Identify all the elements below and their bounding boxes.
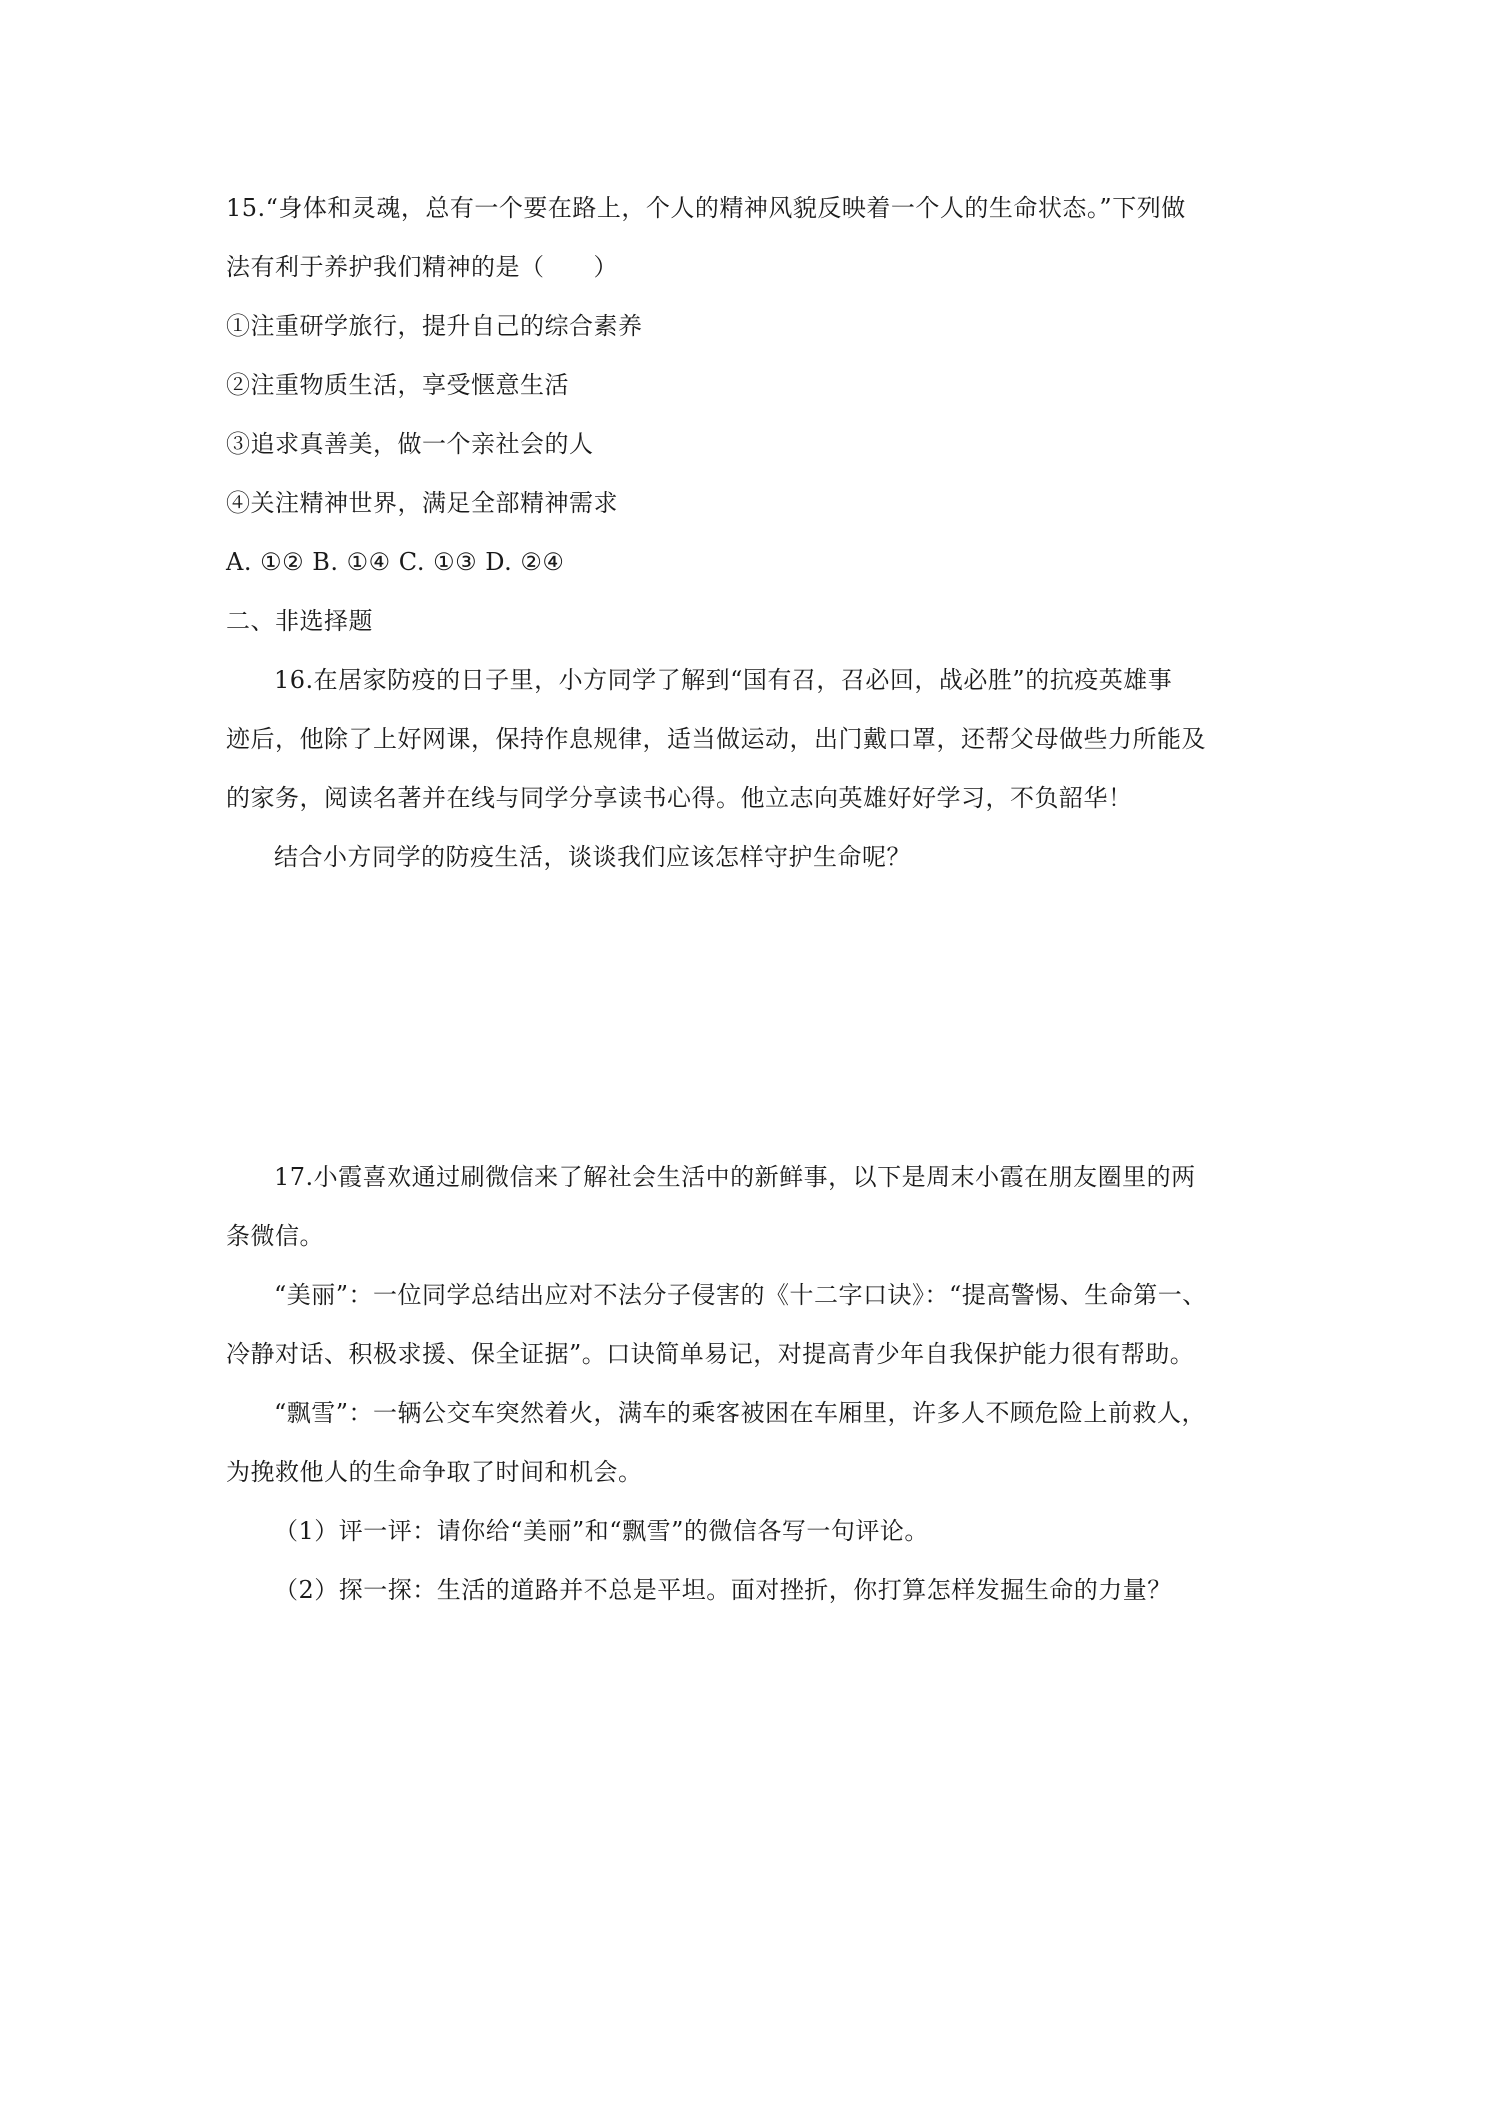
q17-line2: 条微信。 xyxy=(226,1222,324,1250)
q17-line1: 17.小霞喜欢通过刷微信来了解社会生活中的新鲜事，以下是周末小霞在朋友圈里的两 xyxy=(274,1163,1196,1191)
q16-line2: 迹后，他除了上好网课，保持作息规律，适当做运动，出门戴口罩，还帮父母做些力所能及 xyxy=(226,725,1206,753)
q16-line1: 16.在居家防疫的日子里，小方同学了解到“国有召，召必回，战必胜”的抗疫英雄事 xyxy=(274,666,1173,694)
q15-stem-line1: 15.“身体和灵魂，总有一个要在路上，个人的精神风貌反映着一个人的生命状态。”下列做 xyxy=(226,194,1186,222)
q15-options: A. ①② B. ①④ C. ①③ D. ②④ xyxy=(226,548,565,576)
q15-item-4: ④关注精神世界，满足全部精神需求 xyxy=(226,489,618,517)
q15-item-2: ②注重物质生活，享受惬意生活 xyxy=(226,371,569,399)
q17-meili-line1: “美丽”：一位同学总结出应对不法分子侵害的《十二字口诀》：“提高警惕、生命第一、 xyxy=(274,1281,1207,1309)
section-title: 二、非选择题 xyxy=(226,607,373,635)
q16-line3: 的家务，阅读名著并在线与同学分享读书心得。他立志向英雄好好学习，不负韶华！ xyxy=(226,784,1133,812)
q16-question: 结合小方同学的防疫生活，谈谈我们应该怎样守护生命呢？ xyxy=(274,843,911,871)
q15-stem-line2: 法有利于养护我们精神的是（ ） xyxy=(226,253,618,281)
q15-item-3: ③追求真善美，做一个亲社会的人 xyxy=(226,430,594,458)
q17-meili-line2: 冷静对话、积极求援、保全证据”。口诀简单易记，对提高青少年自我保护能力很有帮助。 xyxy=(226,1340,1195,1368)
q17-sub-question-2: （2）探一探：生活的道路并不总是平坦。面对挫折，你打算怎样发掘生命的力量？ xyxy=(274,1576,1172,1604)
q17-sub-question-1: （1）评一评：请你给“美丽”和“飘雪”的微信各写一句评论。 xyxy=(274,1517,929,1545)
q15-item-1: ①注重研学旅行，提升自己的综合素养 xyxy=(226,312,643,340)
q17-piaoxue-line1: “飘雪”：一辆公交车突然着火，满车的乘客被困在车厢里，许多人不顾危险上前救人， xyxy=(274,1399,1207,1427)
q17-piaoxue-line2: 为挽救他人的生命争取了时间和机会。 xyxy=(226,1458,643,1486)
